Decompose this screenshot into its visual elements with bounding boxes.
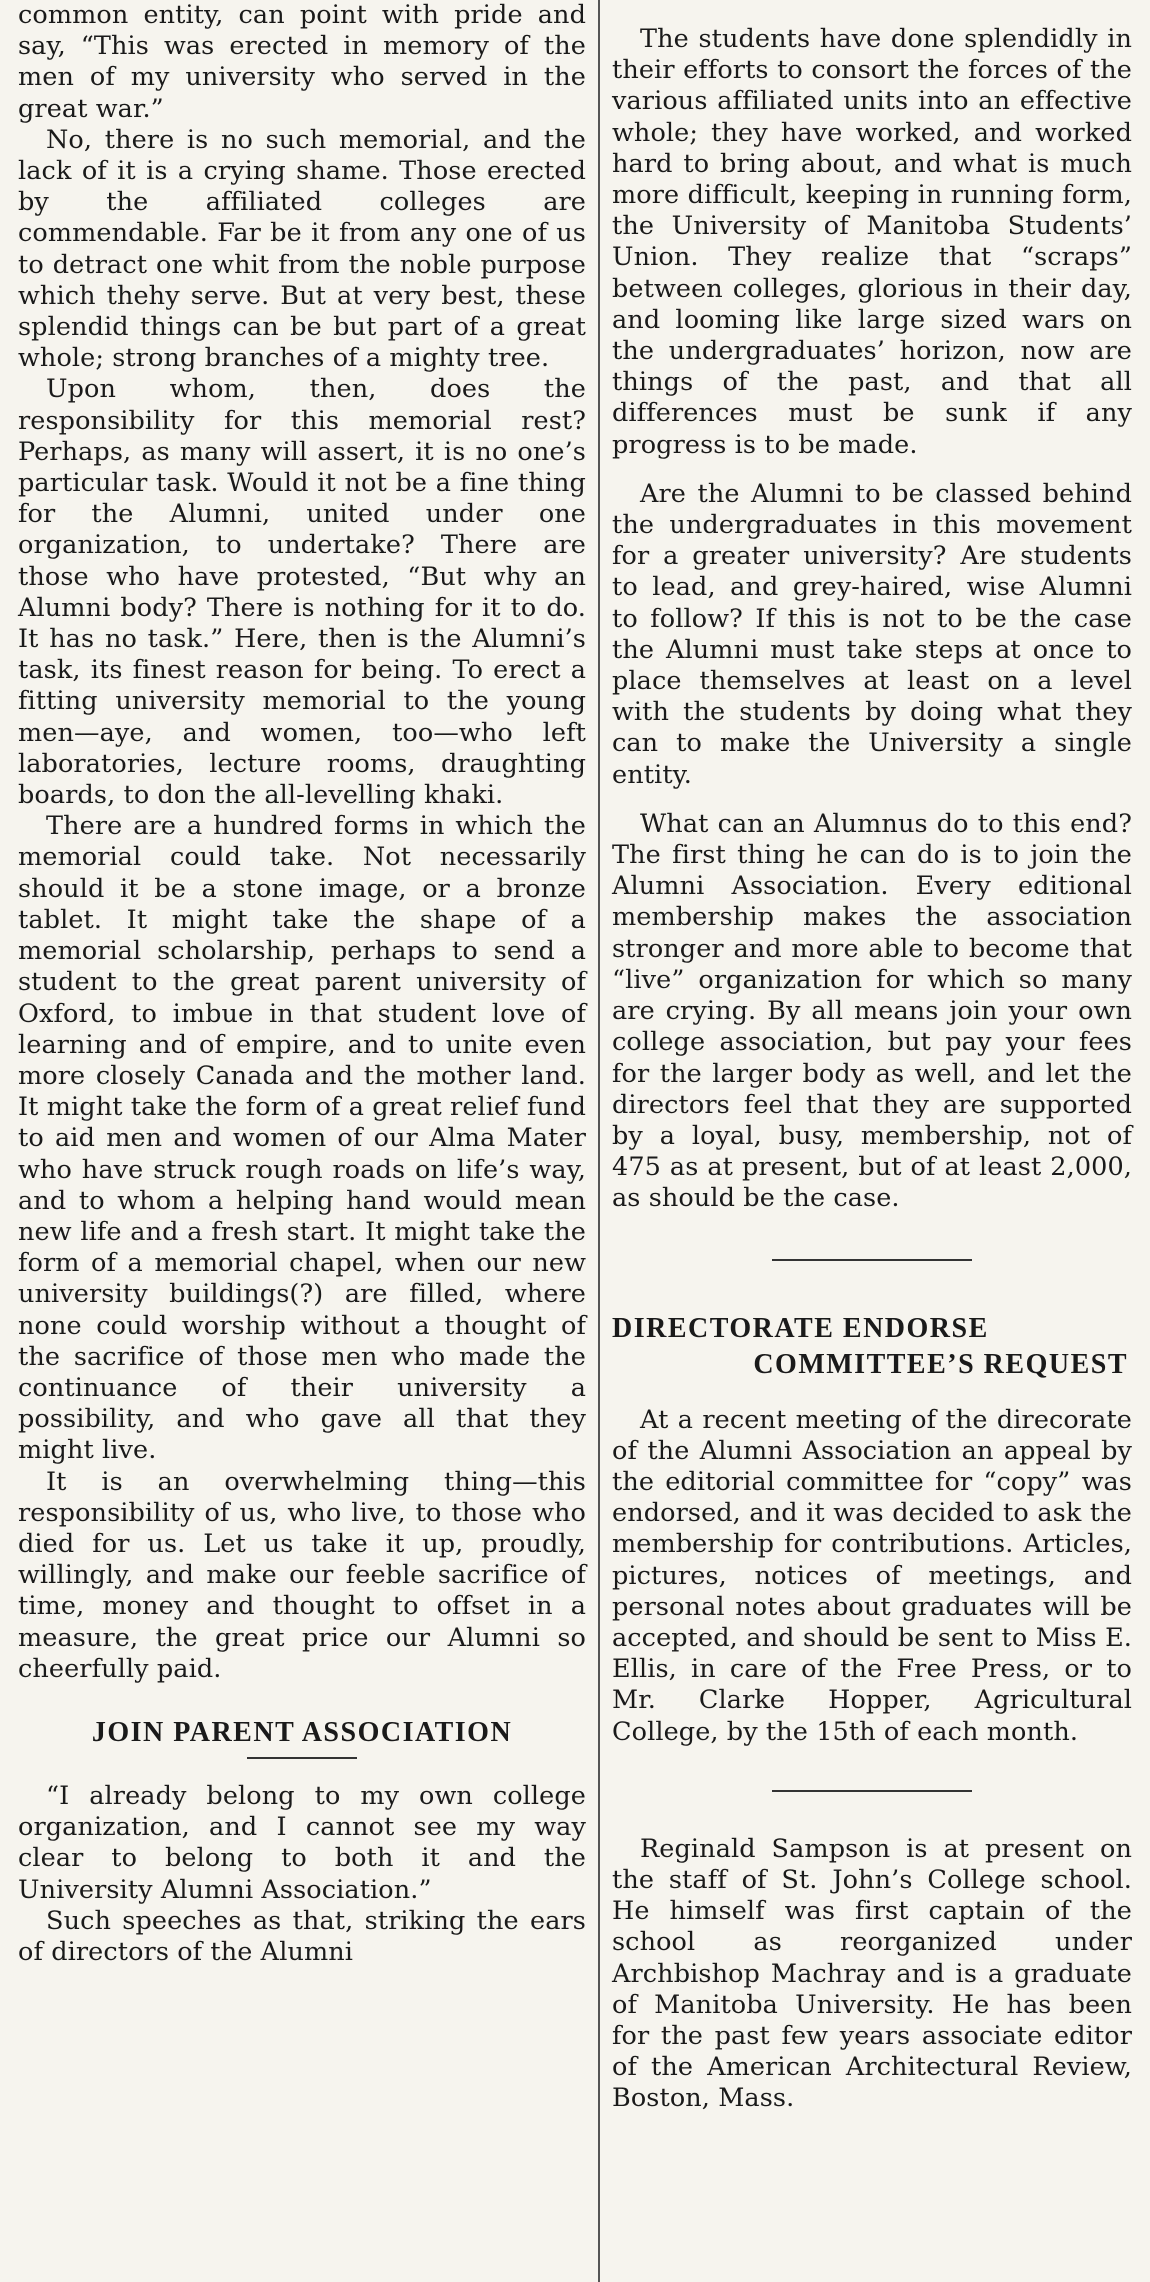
article-paragraph-speeches: Such speeches as that, striking the ears of directors of the Alumni [18, 1905, 586, 1967]
section-rule [772, 1259, 972, 1261]
right-column [612, 0, 1132, 2115]
headline-committees-request: COMMITTEE’S REQUEST [753, 1348, 1128, 1380]
left-column [18, 0, 586, 1968]
article-paragraph-overwhelming: It is an overwhelming thing—this responsibility of us, who live, to those who died for us. Let us take it up, proudly, willingly, and make our feeble sacrifice of time, money and thought to offset in a measure, the great price our Alumni so cheerfully paid. [18, 1466, 586, 1684]
article-paragraph-intro: common entity, can point with pride and say, “This was erected in memory of the men of my university who served in the great war.” [18, 0, 586, 124]
article-paragraph-forms: There are a hundred forms in which the memorial could take. Not necessarily should it be a stone image, or a bronze tablet. It might take the shape of a memorial scholarship, perhaps to send a student to the great parent university of Oxford, to imbue in that student love of learning and of empire, and to unite even more closely Canada and the mother land. It might take the form of a great relief fund to aid men and women of our Alma Mater who have struck rough roads on life’s way, and to whom a helping hand would mean new life and a fresh start. It might take the form of a memorial chapel, when our new university buildings(?) are filled, where none could worship without a thought of the sacrifice of those men who made the continuance of their university a possibility, and who gave all that they might live. [18, 811, 586, 1466]
article-paragraph-alumnus: What can an Alumnus do to this end? The first thing he can do is to join the Alumni Association. Every editional membership makes the association stronger and more able to become that “live” organization for which so many are crying. By all means join your own college association, but pay your fees for the larger body as well, and let the directors feel that they are supported by a loyal, busy, membership, not of 475 as at present, but of at least 2,000, as should be the case. [612, 808, 1132, 1214]
article-paragraph-sampson: Reginald Sampson is at present on the staff of St. John’s College school. He himself was first captain of the school as reorganized under Archbishop Machray and is a graduate of Manitoba University. He has been for the past few years associate editor of the American Architectural Review, Boston, Mass. [612, 1833, 1132, 2114]
headline-join-parent-association: JOIN PARENT ASSOCIATION [91, 1716, 513, 1748]
article-paragraph-responsibility: Upon whom, then, does the responsibility for this memorial rest? Perhaps, as many will assert, it is no one’s particular task. Would it not be a fine thing for the Alumni, united under one organization, to undertake? There are those who have protested, “But why an Alumni body? There is nothing for it to do. It has no task.” Here, then is the Alumni’s task, its finest reason for being. To erect a fitting university memorial to the young men—aye, and women, too—who left laboratories, lecture rooms, draughting boards, to don the all-levelling khaki. [18, 374, 586, 811]
article-paragraph-memorial: No, there is no such memorial, and the lack of it is a crying shame. Those erected by the affiliated colleges are commendable. Far be it from any one of us to detract one whit from the noble purpose which thehy serve. But at very best, these splendid things can be but part of a great whole; strong branches of a mighty tree. [18, 124, 586, 374]
article-paragraph-meeting: At a recent meeting of the direcorate of the Alumni Association an appeal by the editorial committee for “copy” was endorsed, and it was decided to ask the membership for contributions. Articles, pictures, notices of meetings, and personal notes about graduates will be accepted, and should be sent to Miss E. Ellis, in care of the Free Press, or to Mr. Clarke Hopper, Agricultural College, by the 15th of each month. [612, 1404, 1132, 1747]
article-paragraph-students: The students have done splendidly in their efforts to consort the forces of the various affiliated units into an effective whole; they have worked, and worked hard to bring about, and what is much more difficult, keeping in running form, the University of Manitoba Students’ Union. They realize that “scraps” between colleges, glorious in their day, and looming like large sized wars on the undergraduates’ horizon, now are things of the past, and that all differences must be sunk if any progress is to be made. [612, 24, 1132, 460]
headline-directorate-endorse: DIRECTORATE ENDORSE [612, 1312, 989, 1344]
headline-rule [247, 1757, 357, 1759]
column-divider [598, 0, 600, 2282]
article-paragraph-quote: “I already belong to my own college organization, and I cannot see my way clear to belong to both it and the University Alumni Association.” [18, 1780, 586, 1905]
article-paragraph-alumni-classed: Are the Alumni to be classed behind the undergraduates in this movement for a greater university? Are students to lead, and grey-haired, wise Alumni to follow? If this is not to be the case the Alumni must take steps at once to place themselves at least on a level with the students by doing what they can to make the University a single entity. [612, 478, 1132, 790]
section-rule-2 [772, 1790, 972, 1792]
